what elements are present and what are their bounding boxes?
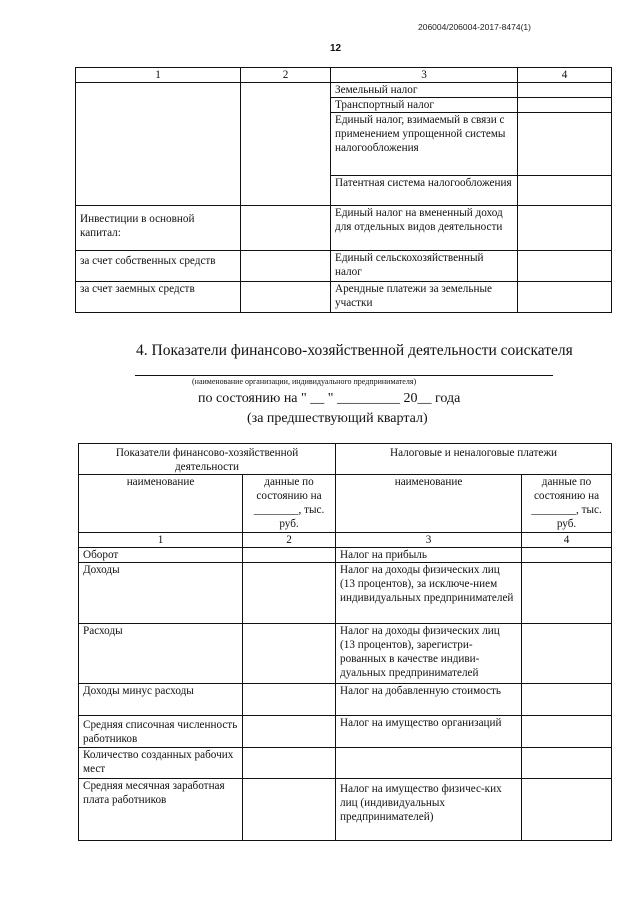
- table-cell: [522, 779, 612, 841]
- subheader-name: наименование: [79, 475, 243, 533]
- indicator-name: Инвестиции в основной капитал:: [76, 206, 241, 251]
- financial-indicators-table: [78, 443, 612, 841]
- tax-name: Единый сельскохозяйственный налог: [331, 251, 518, 282]
- payment-name: Налог на добавленную стоимость: [336, 684, 522, 716]
- indicator-name: Оборот: [79, 548, 243, 563]
- table-cell: [241, 282, 331, 313]
- table-row: [76, 206, 612, 251]
- column-number: 2: [243, 533, 336, 548]
- table-header-row: [76, 68, 612, 83]
- column-number: 1: [79, 533, 243, 548]
- subheader-name: наименование: [336, 475, 522, 533]
- section-title: 4. Показатели финансово-хозяйственной деятельности соискателя: [136, 342, 573, 359]
- table-row: [79, 624, 612, 684]
- table-row: [79, 716, 612, 748]
- indicator-name: за счет собственных средств: [76, 251, 241, 282]
- table-cell: [522, 716, 612, 748]
- table-cell: [522, 548, 612, 563]
- table-row: [76, 98, 612, 113]
- table-continuation: [75, 67, 612, 313]
- group-header-payments: Налоговые и неналоговые платежи: [336, 444, 612, 475]
- indicator-name: Средняя месячная заработная плата работников: [79, 779, 243, 841]
- tax-name: Патентная система налогообложения: [331, 176, 518, 206]
- payment-name: Налог на имущество физичес-ких лиц (индивидуальных предпринимателей): [336, 779, 522, 841]
- payment-name: Налог на доходы физических лиц (13 процентов), за исключе-нием индивидуальных предпринимателей: [336, 563, 522, 624]
- payment-name: [336, 748, 522, 779]
- table-cell: [241, 113, 331, 176]
- table-row: [79, 748, 612, 779]
- table-cell: [243, 716, 336, 748]
- tax-name: Транспортный налог: [331, 98, 518, 113]
- column-number: 2: [241, 68, 331, 83]
- table-cell: [76, 83, 241, 98]
- table-cell: [241, 83, 331, 98]
- tax-name: Единый налог на вмененный доход для отдельных видов деятельности: [331, 206, 518, 251]
- table-cell: [522, 624, 612, 684]
- table-number-row: [79, 533, 612, 548]
- column-number: 4: [522, 533, 612, 548]
- table-cell: [76, 113, 241, 176]
- table-row: [79, 779, 612, 841]
- subheader-data: данные по состоянию на ________, тыс. руб.: [522, 475, 612, 533]
- table-cell: [241, 176, 331, 206]
- table-row: [79, 563, 612, 624]
- indicator-name: Количество созданных рабочих мест: [79, 748, 243, 779]
- indicator-name: Средняя списочная численность работников: [79, 716, 243, 748]
- subheader-data: данные по состоянию на ________, тыс. руб.: [243, 475, 336, 533]
- page-number: 12: [330, 43, 342, 54]
- column-number: 1: [76, 68, 241, 83]
- tax-name: Земельный налог: [331, 83, 518, 98]
- table-cell: [522, 684, 612, 716]
- as-of-date-line: по состоянию на " __ " _________ 20__ года: [198, 391, 461, 406]
- tax-name: Арендные платежи за земельные участки: [331, 282, 518, 313]
- indicator-name: Доходы: [79, 563, 243, 624]
- indicator-name: Доходы минус расходы: [79, 684, 243, 716]
- indicator-name: Расходы: [79, 624, 243, 684]
- table-cell: [76, 176, 241, 206]
- table-cell: [522, 563, 612, 624]
- table-cell: [518, 98, 612, 113]
- period-caption: (за предшествующий квартал): [247, 411, 428, 426]
- column-number: 3: [336, 533, 522, 548]
- payment-name: Налог на имущество организаций: [336, 716, 522, 748]
- document-code: 206004/206004-2017-8474(1): [418, 22, 531, 32]
- organization-name-line: [135, 375, 553, 376]
- table-cell: [518, 113, 612, 176]
- table-row: [79, 684, 612, 716]
- table-cell: [243, 548, 336, 563]
- organization-caption: (наименование организации, индивидуального предпринимателя): [192, 377, 417, 386]
- table-row: [76, 282, 612, 313]
- table-cell: [243, 624, 336, 684]
- table-row: [76, 113, 612, 176]
- table-cell: [518, 176, 612, 206]
- table-cell: [518, 251, 612, 282]
- table-cell: [518, 206, 612, 251]
- table-row: [76, 176, 612, 206]
- group-header-indicators: Показатели финансово-хозяйственной деятельности: [79, 444, 336, 475]
- table-cell: [518, 83, 612, 98]
- column-number: 3: [331, 68, 518, 83]
- indicator-name: за счет заемных средств: [76, 282, 241, 313]
- table-row: [79, 548, 612, 563]
- table-group-header-row: [79, 444, 612, 475]
- table-cell: [243, 684, 336, 716]
- payment-name: Налог на прибыль: [336, 548, 522, 563]
- table-cell: [522, 748, 612, 779]
- payment-name: Налог на доходы физических лиц (13 процентов), зарегистри-рованных в качестве индиви-дуальных предпринимателей: [336, 624, 522, 684]
- table-cell: [241, 98, 331, 113]
- table-cell: [76, 98, 241, 113]
- tax-name: Единый налог, взимаемый в связи с применением упрощенной системы налогообложения: [331, 113, 518, 176]
- table-cell: [243, 779, 336, 841]
- table-cell: [241, 251, 331, 282]
- table-cell: [241, 206, 331, 251]
- table-cell: [243, 563, 336, 624]
- column-number: 4: [518, 68, 612, 83]
- table-subheader-row: [79, 475, 612, 533]
- table-cell: [518, 282, 612, 313]
- table-cell: [243, 748, 336, 779]
- table-row: [76, 83, 612, 98]
- table-row: [76, 251, 612, 282]
